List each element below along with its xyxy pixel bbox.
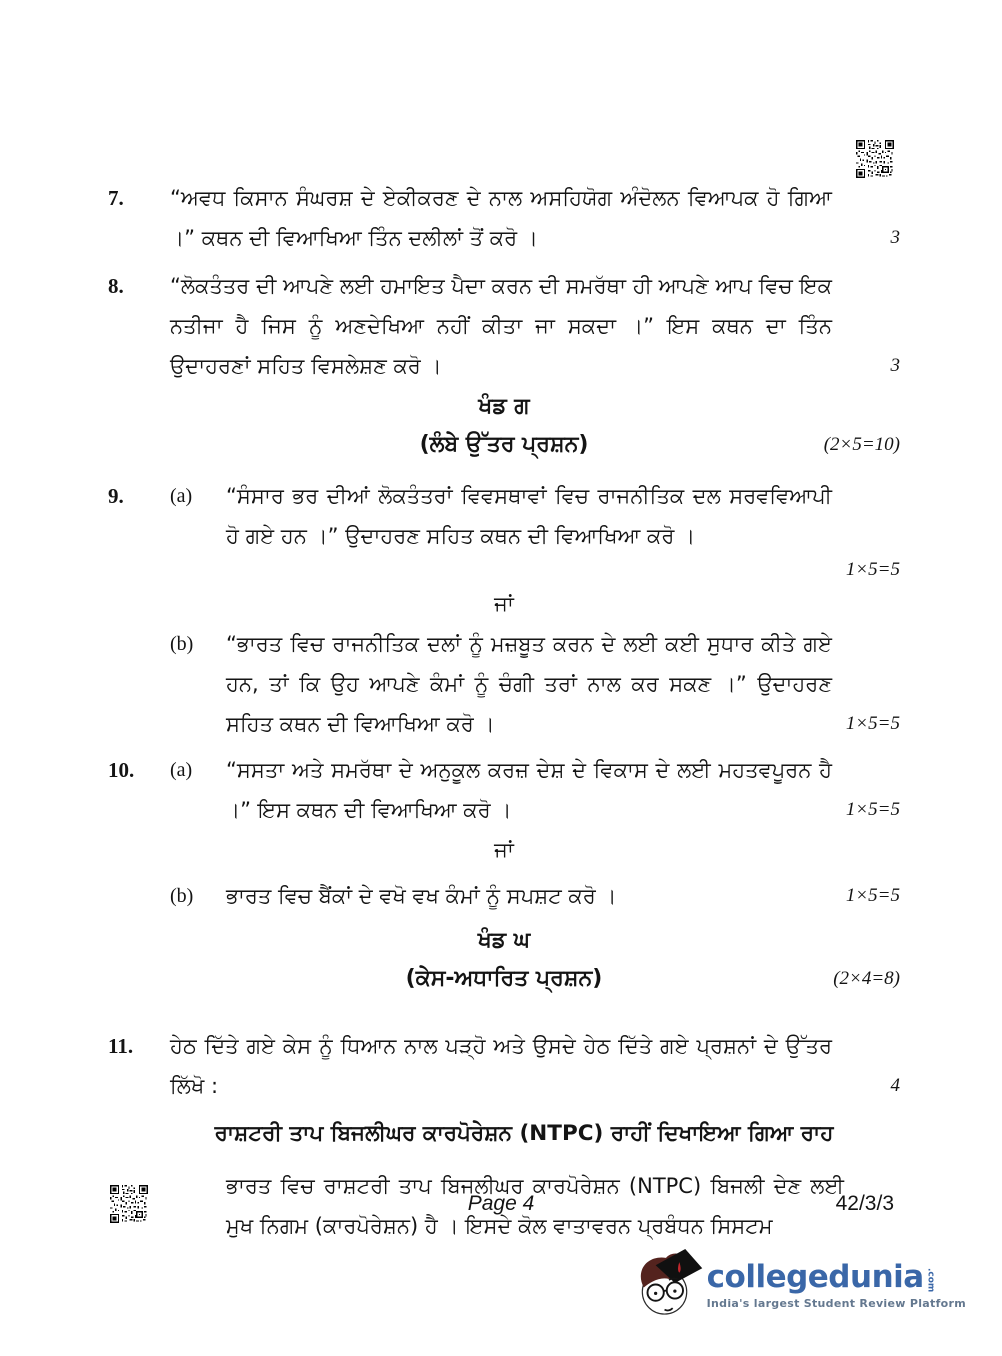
section-marks: (2×4=8) [833, 968, 900, 989]
question-10a [108, 750, 900, 830]
case-study-heading: ਰਾਸ਼ਟਰੀ ਤਾਪ ਬਿਜਲੀਘਰ ਕਾਰਪੋਰੇਸ਼ਨ (NTPC) ਰਾਹੀਂ ਦਿਖਾਇਆ ਗਿਆ ਰਾਹ [214, 1121, 834, 1146]
question-text: ਭਾਰਤ ਵਿਚ ਬੈਂਕਾਂ ਦੇ ਵਖੋ ਵਖ ਕੰਮਾਂ ਨੂੰ ਸਪਸ਼ਟ ਕਰੋ । [226, 884, 617, 908]
question-marks: 3 [890, 227, 900, 248]
question-text: “ਸਸਤਾ ਅਤੇ ਸਮਰੱਥਾ ਦੇ ਅਨੁਕੂਲ ਕਰਜ਼ ਦੇਸ਼ ਦੇ ਵਿਕਾਸ ਦੇ ਲਈ ਮਹਤਵਪੂਰਨ ਹੈ ।” ਇਸ ਕਥਨ ਦੀ ਵਿਆਖਿਆ ਕਰੋ । [226, 758, 832, 822]
question-paper-body [108, 0, 900, 1246]
question-marks: 3 [890, 355, 900, 376]
question-text: “ਲੋਕਤੰਤਰ ਦੀ ਆਪਣੇ ਲਈ ਹਮਾਇਤ ਪੈਦਾ ਕਰਨ ਦੀ ਸਮਰੱਥਾ ਹੀ ਆਪਣੇ ਆਪ ਵਿਚ ਇਕ ਨਤੀਜਾ ਹੈ ਜਿਸ ਨੂੰ ਅਣਦੇਖਿਆ ਨਹੀਂ ਕੀਤਾ ਜਾ ਸਕਦਾ ।” ਇਸ ਕਥਨ ਦਾ ਤਿੰਨ ਉਦਾਹਰਣਾਂ ਸਹਿਤ ਵਿਸਲੇਸ਼ਣ ਕਰੋ । [170, 274, 832, 378]
question-7 [108, 178, 900, 258]
question-number: 11. [108, 1034, 134, 1058]
section-marks: (2×5=10) [823, 434, 900, 455]
paper-code: 42/3/3 [835, 1192, 894, 1215]
brand-wordmark: collegedunia [706, 1258, 924, 1295]
section-c-header [108, 388, 900, 464]
question-text: “ਸੰਸਾਰ ਭਰ ਦੀਆਂ ਲੋਕਤੰਤਰਾਂ ਵਿਵਸਥਾਵਾਂ ਵਿਚ ਰਾਜਨੀਤਿਕ ਦਲ ਸਰਵਵਿਆਪੀ ਹੋ ਗਏ ਹਨ ।” ਉਦਾਹਰਣ ਸਹਿਤ ਕਥਨ ਦੀ ਵਿਆਖਿਆ ਕਰੋ । [226, 484, 832, 548]
question-number [108, 876, 170, 916]
question-number: 10. [108, 758, 135, 782]
question-9b [108, 624, 900, 744]
question-number: 7. [108, 186, 124, 210]
brand-tagline: India's largest Student Review Platform [706, 1296, 966, 1310]
collegedunia-logo [629, 1246, 966, 1324]
question-sub-label: (b) [170, 885, 194, 907]
section-title: ਖੰਡ ਗ [478, 394, 530, 419]
brand-domain-suffix: .com [925, 1268, 936, 1293]
question-sub-label: (a) [170, 485, 193, 507]
or-divider: ਜਾਂ [494, 838, 514, 862]
question-number: 8. [108, 274, 124, 298]
question-10b [108, 876, 900, 916]
section-subtitle: (ਕੇਸ-ਅਧਾਰਿਤ ਪ੍ਰਸ਼ਨ) [405, 966, 603, 991]
question-number [108, 624, 170, 744]
page-number: Page 4 [467, 1192, 535, 1215]
question-marks: 4 [890, 1075, 900, 1096]
question-sub-label: (a) [170, 759, 193, 781]
section-d-header [108, 922, 900, 998]
case-study-paragraph: ਭਾਰਤ ਵਿਚ ਰਾਸ਼ਟਰੀ ਤਾਪ ਬਿਜਲੀਘਰ ਕਾਰਪੋਰੇਸ਼ਨ (NTPC) ਬਿਜਲੀ ਦੇਣ ਲਈ ਮੁਖ ਨਿਗਮ (ਕਾਰਪੋਰੇਸ਼ਨ) ਹੈ । ਇਸਦੇ ਕੋਲ ਵਾਤਾਵਰਨ ਪ੍ਰਬੰਧਨ ਸਿਸਟਮ [226, 1174, 844, 1238]
question-9a [108, 476, 900, 556]
question-number: 9. [108, 484, 124, 508]
or-divider: ਜਾਂ [494, 592, 514, 616]
question-marks: 1×5=5 [845, 713, 900, 734]
question-marks: 1×5=5 [845, 799, 900, 820]
section-title: ਖੰਡ ਘ [477, 928, 531, 953]
question-text: “ਭਾਰਤ ਵਿਚ ਰਾਜਨੀਤਿਕ ਦਲਾਂ ਨੂੰ ਮਜ਼ਬੂਤ ਕਰਨ ਦੇ ਲਈ ਕਈ ਸੁਧਾਰ ਕੀਤੇ ਗਏ ਹਨ, ਤਾਂ ਕਿ ਉਹ ਆਪਣੇ ਕੰਮਾਂ ਨੂੰ ਚੰਗੀ ਤਰਾਂ ਨਾਲ ਕਰ ਸਕਣ ।” ਉਦਾਹਰਣ ਸਹਿਤ ਕਥਨ ਦੀ ਵਿਆਖਿਆ ਕਰੋ । [226, 632, 832, 736]
question-8 [108, 266, 900, 386]
question-9a-marks: 1×5=5 [845, 559, 900, 580]
question-sub-label: (b) [170, 633, 194, 655]
question-marks: 1×5=5 [845, 885, 900, 906]
question-text: “ਅਵਧ ਕਿਸਾਨ ਸੰਘਰਸ਼ ਦੇ ਏਕੀਕਰਣ ਦੇ ਨਾਲ ਅਸਹਿਯੋਗ ਅੰਦੋਲਨ ਵਿਆਪਕ ਹੋ ਗਿਆ ।” ਕਥਨ ਦੀ ਵਿਆਖਿਆ ਤਿੰਨ ਦਲੀਲਾਂ ਤੋਂ ਕਰੋ । [170, 186, 832, 250]
question-text: ਹੇਠ ਦਿੱਤੇ ਗਏ ਕੇਸ ਨੂੰ ਧਿਆਨ ਨਾਲ ਪੜ੍ਹੋ ਅਤੇ ਉਸਦੇ ਹੇਠ ਦਿੱਤੇ ਗਏ ਪ੍ਰਸ਼ਨਾਂ ਦੇ ਉੱਤਰ ਲਿੱਖੋ : [170, 1034, 832, 1098]
section-subtitle: (ਲੰਬੇ ਉੱਤਰ ਪ੍ਰਸ਼ਨ) [419, 432, 589, 457]
question-11 [108, 1026, 900, 1106]
collegedunia-mascot-icon [629, 1246, 703, 1324]
